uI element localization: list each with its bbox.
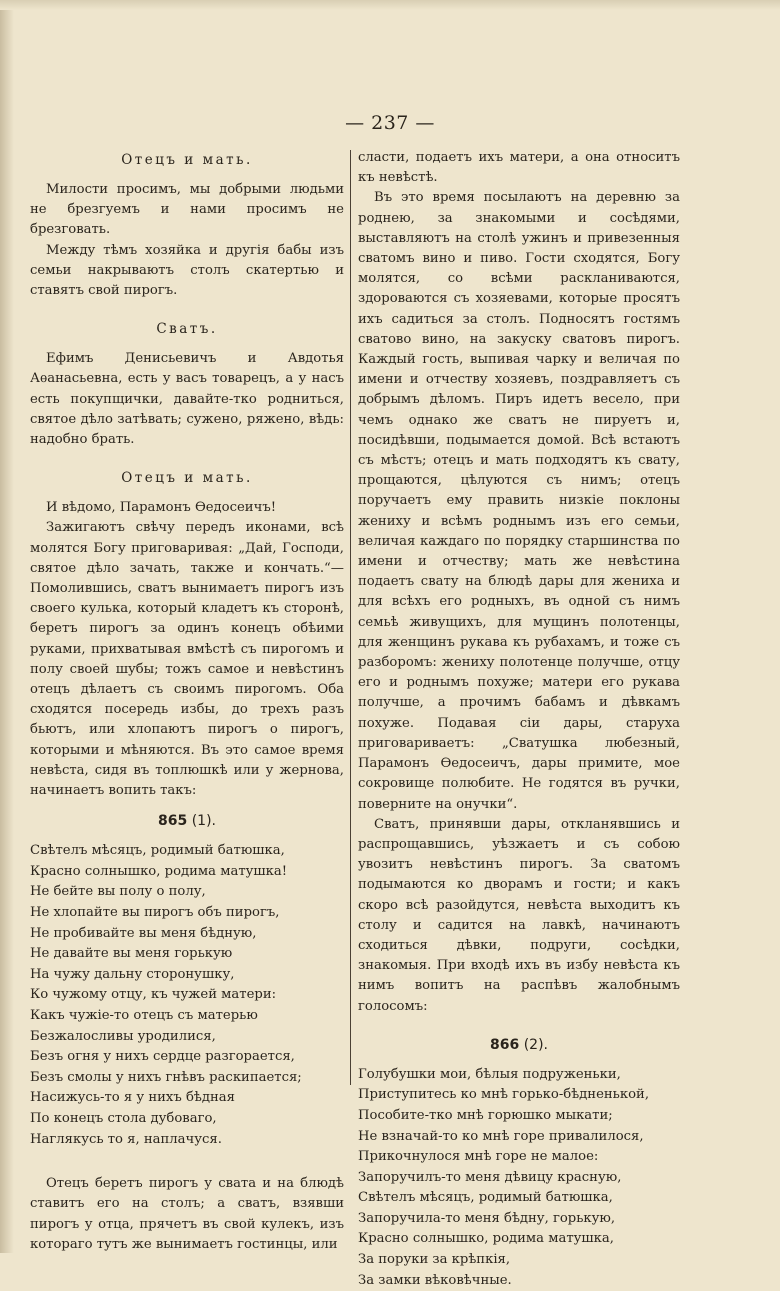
verse-line: За поруки за крѣпкія, (358, 1252, 511, 1268)
song-verse (30, 841, 344, 1150)
verse-line: Приступитесь ко мнѣ горько-бѣдненькой, (358, 1087, 650, 1103)
speaker-heading: Отецъ и мать. (121, 470, 253, 487)
verse-line: Красно солнышко, родима матушка! (30, 863, 288, 879)
verse-line: Не бейте вы полу о полу, (30, 884, 206, 900)
verse-line: Красно солнышко, родима матушка, (358, 1231, 614, 1247)
paragraph: Зажигаютъ свѣчу передъ иконами, всѣ молятся Богу приговаривая: „Дай, Господи, святое дѣло зачать, также и кончать.“—Помолившись, сватъ вынимаетъ пирогъ изъ своего кулька, который кладетъ къ сторонѣ, беретъ пирогъ за одинъ конецъ обѣими руками, прихватывая вмѣстѣ съ пирогомъ и полу своей шубы; тожъ самое и невѣстинъ отецъ дѣлаетъ съ своимъ пирогомъ. Оба сходятся посередь избы, до трехъ разъ бьютъ, или хлопаютъ пирогъ о пирогъ, которыми и мѣняются. Въ это самое время невѣста, сидя въ топлюшкѣ или у жернова, начинаетъ вопить такъ: (30, 520, 344, 799)
song-reference: (2). (523, 1036, 548, 1053)
right-column (358, 148, 680, 1291)
paragraph: Въ это время посылаютъ на деревню за роднею, за знакомыми и сосѣдями, выставляютъ на столѣ ужинъ и привезенныя сватомъ вино и пиво. Гости сходятся, Богу молятся, со всѣми раскланиваются, здороваются съ хозяевами, которые просятъ ихъ садиться за столъ. Подносятъ гостямъ сватово вино, на закуску сватовъ пирогъ. Каждый гость, выпивая чарку и величая по имени и отчеству хозяевъ, поздравляетъ съ добрымъ дѣломъ. Пиръ идетъ весело, при чемъ однако же сватъ не пируетъ и, посидѣвши, подымается домой. Всѣ встаютъ съ мѣстъ; отецъ и мать подходятъ къ свату, прощаются, цѣлуются съ нимъ; отецъ поручаетъ ему править низкіе поклоны жениху и всѣмъ роднымъ изъ его семьи, величая каждаго по порядку старшинства по имени и отчеству; мать же невѣстина подаетъ свату на блюдѣ дары для жениха и для всѣхъ его родныхъ, въ одной съ нимъ семьѣ живущихъ, для мущинъ полотенцы, для женщинъ рукава къ рубахамъ, и тоже съ разборомъ: жениху полотенце получше, отцу его и роднымъ похуже; матери его рукава получше, а прочимъ бабамъ и дѣвкамъ похуже. Подавая сіи дары, старуха приговариваетъ: „Сватушка любезный, Парамонъ Ѳедосеичъ, дары примите, мое сокровище полюбите. Не годятся въ ручки, поверните на онучки“. (358, 190, 680, 812)
verse-line: Ко чужому отцу, къ чужей матери: (30, 987, 277, 1003)
verse-line: Безжалосливы уродилися, (30, 1028, 216, 1044)
verse-line: Свѣтелъ мѣсяцъ, родимый батюшка, (358, 1190, 613, 1206)
verse-line: Не пробивайте вы меня бѣдную, (30, 925, 257, 941)
song-number (30, 809, 344, 833)
page-top-shadow (0, 0, 780, 10)
verse-line: Прикочнулося мнѣ горе не малое: (358, 1149, 599, 1165)
paragraph: Милости просимъ, мы добрыми людьми не брезгуемъ и нами просимъ не брезговать. (30, 182, 344, 238)
page-edge-shadow (0, 0, 14, 1253)
column-divider (350, 150, 351, 1085)
verse-line: Пособите-тко мнѣ горюшко мыкати; (358, 1107, 613, 1123)
verse-line: Не хлопайте вы пирогъ объ пирогъ, (30, 905, 280, 921)
speaker-heading: Отецъ и мать. (121, 152, 253, 168)
speaker-heading: Сватъ. (156, 321, 218, 338)
song-number (358, 1033, 680, 1057)
song-number-value: 865 (158, 813, 188, 830)
verse-line: Не давайте вы меня горькую (30, 946, 233, 962)
verse-line: Какъ чужіе-то отецъ съ матерью (30, 1008, 258, 1024)
verse-line: Свѣтелъ мѣсяцъ, родимый батюшка, (30, 843, 285, 859)
verse-line: На чужу дальну сторонушку, (30, 966, 235, 982)
verse-line: По конецъ стола дубоваго, (30, 1111, 217, 1126)
paragraph: Сватъ, принявши дары, откланявшись и распрощавшись, уѣзжаетъ и съ собою увозитъ невѣстинъ пирогъ. За сватомъ подымаются ко дворамъ и гости; и какъ скоро всѣ разойдутся, невѣста выходитъ къ столу и садится на лавкѣ, начинаютъ сходиться дѣвки, подруги, сосѣдки, знакомыя. При входѣ ихъ въ избу невѣста къ нимъ вопитъ на распѣвъ жалобнымъ голосомъ: (358, 816, 680, 1014)
verse-line: Насижусь-то я у нихъ бѣдная (30, 1090, 235, 1106)
paragraph: сласти, подаетъ ихъ матери, а она относитъ къ невѣстѣ. (358, 150, 680, 186)
left-column (30, 148, 344, 1255)
verse-line: Безъ огня у нихъ сердце разгорается, (30, 1049, 295, 1065)
verse-line: Запоручилъ-то меня дѣвицу красную, (358, 1169, 622, 1185)
song-number-value: 866 (490, 1036, 520, 1053)
song-verse (358, 1065, 680, 1291)
paragraph: Ефимъ Денисьевичъ и Авдотья Аѳанасьевна, есть у васъ товарецъ, а у насъ есть покупщички, давайте-тко родниться, святое дѣло затѣвать; сужено, ряжено, вѣдь: надобно брать. (30, 351, 344, 448)
verse-line: Не взначай-то ко мнѣ горе привалилося, (358, 1128, 644, 1144)
song-reference: (1). (191, 813, 216, 830)
verse-line: За замки вѣковѣчные. (358, 1272, 512, 1288)
verse-line: Запоручила-то меня бѣдну, горькую, (358, 1210, 616, 1226)
paragraph: И вѣдомо, Парамонъ Ѳедосеичъ! (46, 500, 277, 516)
verse-line: Голубушки мои, бѣлыя подруженьки, (358, 1066, 621, 1082)
page-number: — 237 — (345, 112, 435, 134)
verse-line: Наглякусь то я, наплачуся. (30, 1131, 222, 1147)
paragraph: Между тѣмъ хозяйка и другія бабы изъ семьи накрываютъ столъ скатертью и ставятъ свой пирогъ. (30, 242, 344, 299)
paragraph: Отецъ беретъ пирогъ у свата и на блюдѣ ставитъ его на столъ; а сватъ, взявши пирогъ у отца, прячетъ въ свой кулекъ, изъ котораго тутъ же вынимаетъ гостинцы, или (30, 1176, 344, 1252)
verse-line: Безъ смолы у нихъ гнѣвъ раскипается; (30, 1069, 302, 1085)
